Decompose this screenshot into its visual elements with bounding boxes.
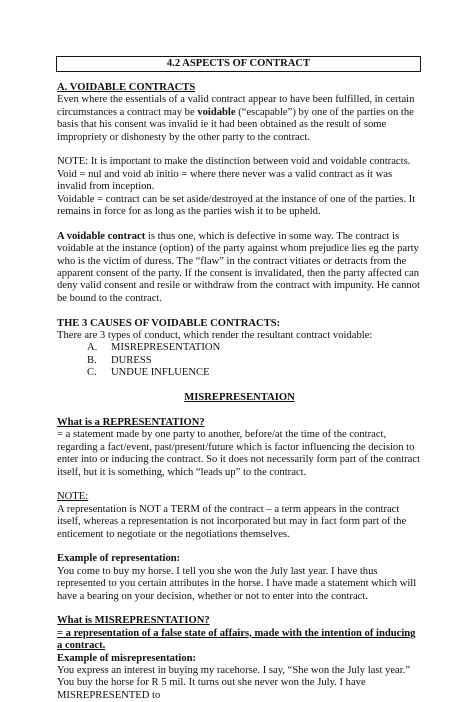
example2-heading: Example of misrepresentation: xyxy=(57,652,197,664)
note-label: NOTE: xyxy=(57,491,89,503)
text-run: Even where the essentials of a valid contract appear to have been fulfilled, in certain circumstances a contract may be xyxy=(57,94,415,118)
page-title: 4.2 ASPECTS OF CONTRACT xyxy=(56,56,421,72)
bold-term: A voidable contract xyxy=(57,230,146,242)
paragraph-misrep-definition: = a representation of a false state of affairs, made with the intention of inducing a contract. xyxy=(57,627,416,652)
bold-term-voidable: voidable xyxy=(197,106,236,118)
example-heading: Example of representation: xyxy=(57,553,181,565)
paragraph-representation-definition: = a statement made by one party to another, before/at the time of the contract, regarding a fact/event, past/present/future which is factor influencing the decision to enter into or inducing the contract. So it does not necessarily form part of the contract itself, but it is something, which “leads up” to the contract. xyxy=(57,429,421,478)
paragraph-note-term: A representation is NOT a TERM of the contract – a term appears in the contract itself, whereas a representation is not incorporated but may in fact form part of the enticement to negotiate or the negotiations themselves. xyxy=(57,503,407,540)
list-label: DURESS xyxy=(111,354,152,366)
list-letter: C. xyxy=(87,367,97,379)
paragraph-example2: You express an interest in buying my racehorse. I say, “She won the July last year.” You buy the horse for R 5 mil. It turns out she never won the July. I have MISREPRESENTED to xyxy=(57,664,411,701)
paragraph-example: You come to buy my horse. I tell you she won the July last year. I have thus represented to you certain attributes in the horse. I have made a statement which will have a bearing on your decision, whether or not to enter into the contract. xyxy=(57,565,417,602)
list-letter: A. xyxy=(87,342,98,354)
paragraph-voidable-intro xyxy=(57,94,422,144)
list-label: MISREPRESENTATION xyxy=(111,342,221,354)
paragraph-voidable-contract xyxy=(57,231,422,305)
list-label: UNDUE INFLUENCE xyxy=(111,367,210,379)
section-heading-misrepresentation: MISREPRESENTAION xyxy=(184,392,295,404)
list-letter: B. xyxy=(87,354,97,366)
question-representation: What is a REPRESENTATION? xyxy=(57,416,205,428)
paragraph-voidable-definition: Voidable = contract can be set aside/destroyed at the instance of one of the parties. It remains in force for as long as the parties wish it to be upheld. xyxy=(57,193,416,218)
list-item xyxy=(57,367,422,379)
text-run: (“escapable”) by one of the parties on the basis that his consent was invalid ie it had been obtained as the result of some impropriety or dishonesty by the other party to the contract. xyxy=(57,106,414,143)
text-run: is thus one, which is defective in some way. The contract is voidable at the instance (option) of the party against whom prejudice lies eg the party who is the victim of duress. The “flaw” in the contract vitiates or detracts from the apparent consent of the party. If the consent is invalidated, then the party affected can deny valid consent and resile or withdraw from the contract with impunity. He cannot be bound to the contract. xyxy=(57,230,420,304)
question-misrepresentation: What is MISREPRESNTATION? xyxy=(57,615,210,627)
list-item xyxy=(57,342,422,354)
section-heading-causes: THE 3 CAUSES OF VOIDABLE CONTRACTS: xyxy=(57,317,281,329)
section-heading-voidable: A. VOIDABLE CONTRACTS xyxy=(57,82,196,93)
paragraph-note-void: NOTE: It is important to make the distinction between void and voidable contracts. Void = nul and void ab initio = where there never was a valid contract as it was invalid from inception. xyxy=(57,156,411,193)
paragraph-causes-intro: There are 3 types of conduct, which render the resultant contract voidable: xyxy=(57,330,373,342)
list-item xyxy=(57,355,422,367)
document-body xyxy=(57,82,422,702)
